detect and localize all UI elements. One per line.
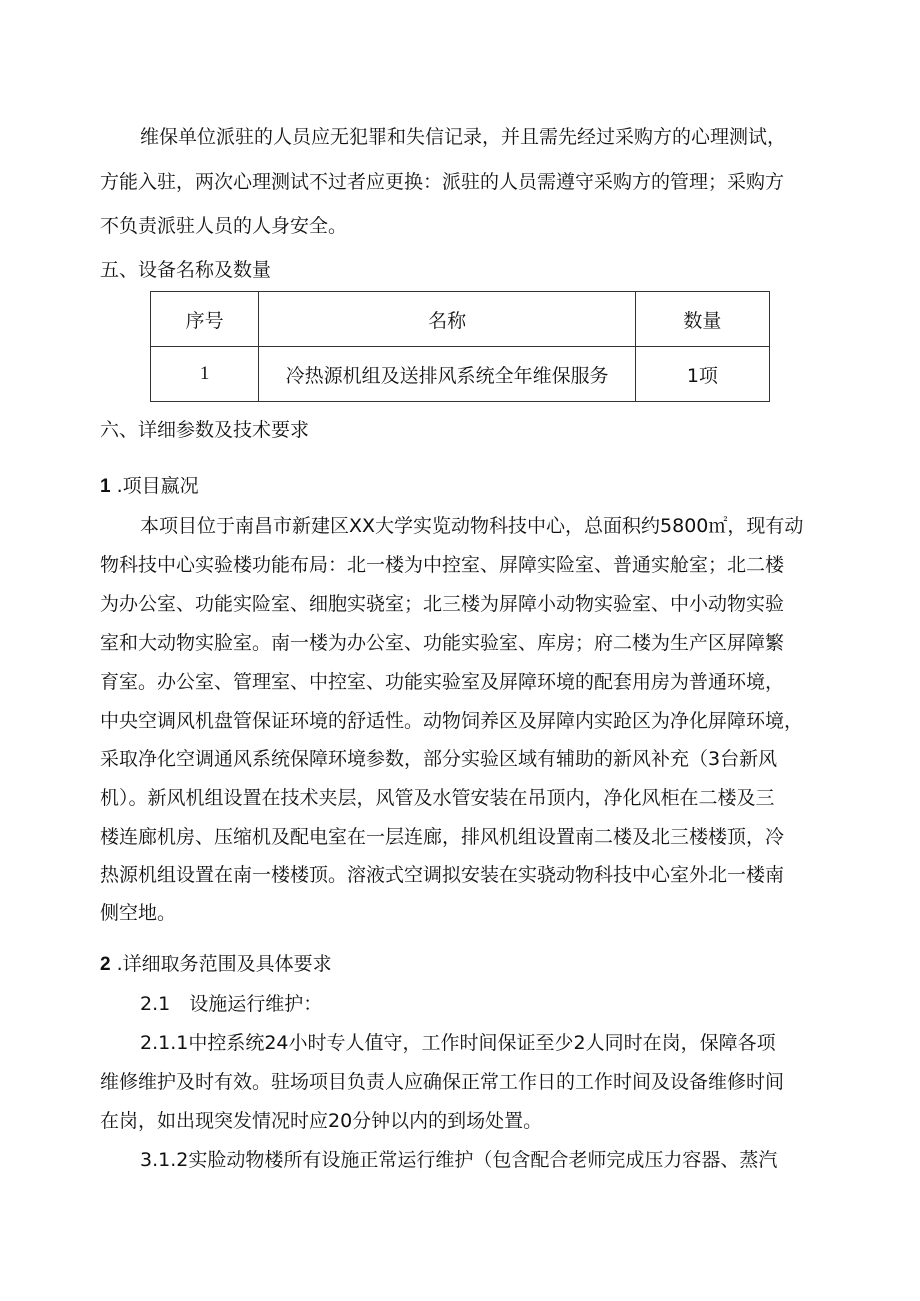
item1-line-3: 为办公室、功能实险室、细胞实骁室；北三楼为屏障小动物实验室、中小动物实验	[100, 593, 785, 615]
item1-line-8: 机）。新风机组设置在技术夹层，风管及水管安装在吊顶内，净化风柜在二楼及三	[100, 787, 775, 809]
item2-line-4: 3.1.2实脸动物楼所有设施正常运行维护（包含配合老师完成压力容器、蒸汽	[140, 1149, 778, 1171]
table-row	[151, 347, 770, 402]
header-name: 名称	[259, 292, 635, 347]
item2-heading	[100, 951, 830, 978]
cell-name: 冷热源机组及送排风系统全年维保服务	[259, 347, 635, 402]
intro-line-2: 方能入驻，两次心理测试不过者应更换：派驻的人员需遵守采购方的管理；采购方	[100, 171, 785, 193]
item1-title: .项目嬴况	[116, 475, 199, 497]
item1-line-9: 楼连廊机房、压缩机及配电室在一层连廊，排风机组设置南二楼及北三楼楼顶，冷	[100, 826, 785, 848]
item2-title: .详细取务范围及具体要求	[116, 953, 332, 975]
equipment-table	[150, 291, 770, 402]
item1-line-2: 物科技中心实验楼功能布局：北一楼为中控室、屏障实险室、普通实舱室；北二楼	[100, 554, 785, 576]
cell-seq: 1	[151, 347, 259, 402]
item1-line-1: 本项目位于南昌市新建区XX大学实览动物科技中心，总面积约5800㎡，现有动	[140, 515, 804, 537]
item2-number: 2	[100, 954, 111, 975]
item1-line-11: 侧空地。	[100, 902, 177, 924]
item2-line-2: 维修维护及时有效。驻场项目负责人应确保正常工作日的工作时间及设备维修时间	[100, 1071, 785, 1093]
item1-line-7: 采取净化空调通风系统保障环境参数，部分实验区域有辅助的新风补充（3台新风	[100, 748, 778, 770]
header-seq: 序号	[151, 292, 259, 347]
section5-title: 五、设备名称及数量	[100, 259, 272, 281]
section6-title: 六、详细参数及技术要求	[100, 419, 310, 441]
item1-line-10: 热源机组设置在南一楼楼顶。溶液式空调拟安装在实骁动物科技中心室外北一楼南	[100, 864, 785, 886]
item1-number: 1	[100, 476, 111, 497]
item2-line-1: 2.1.1中控系统24小时专人值守，工作时间保证至少2人同时在岗，保障各项	[140, 1032, 776, 1054]
intro-line-3: 不负责派驻人员的人身安全。	[100, 215, 348, 237]
cell-qty: 1项	[635, 347, 769, 402]
table-header-row	[151, 292, 770, 347]
item1-line-6: 中央空调风机盘管保证环境的舒适性。动物饲养区及屏障内实跄区为净化屏障环境，	[100, 710, 804, 732]
intro-line-1: 维保单位派驻的人员应无犯罪和失信记录，并且需先经过采购方的心理测试，	[140, 126, 787, 148]
item1-line-4: 室和大动物实脸室。南一楼为办公室、功能实验室、库房；府二楼为生产区屏障繁	[100, 632, 785, 654]
item1-line-5: 育室。办公室、管理室、中控室、功能实验室及屏障环境的配套用房为普通环境，	[100, 671, 785, 693]
item2-line-3: 在岗，如出现突发情况时应20分钟以内的到场处置。	[100, 1110, 543, 1132]
item2-subtitle: 2.1 设施运行维护：	[140, 993, 323, 1015]
item1-heading	[100, 473, 830, 500]
header-qty: 数量	[635, 292, 769, 347]
